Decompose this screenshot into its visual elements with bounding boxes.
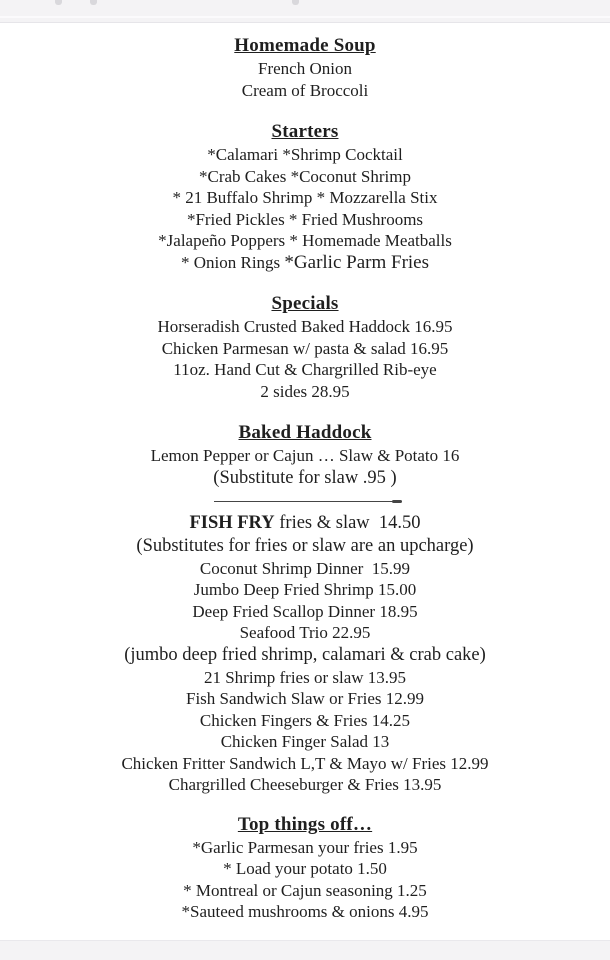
menu-item: *Calamari *Shrimp Cocktail <box>207 145 403 164</box>
menu-item: Jumbo Deep Fried Shrimp 15.00 <box>193 580 417 599</box>
bottom-strip <box>0 940 610 960</box>
cropped-text-fragment <box>90 0 97 5</box>
top-strip <box>0 0 610 23</box>
section-top-things-off <box>0 813 610 923</box>
menu-item: Chicken Fritter Sandwich L,T & Mayo w/ Fries 12.99 <box>121 753 489 773</box>
section-specials <box>0 292 610 402</box>
menu-item: 11oz. Hand Cut & Chargrilled Rib-eye <box>173 360 437 379</box>
cropped-text-fragment <box>292 0 299 5</box>
menu-item: 2 sides 28.95 <box>260 381 350 401</box>
menu-item: * Montreal or Cajun seasoning 1.25 <box>183 880 427 900</box>
section-heading: Starters <box>271 121 339 142</box>
menu-item: *Sauteed mushrooms & onions 4.95 <box>181 902 429 921</box>
menu-item: Seafood Trio 22.95 <box>239 623 371 642</box>
section-starters <box>0 120 610 273</box>
menu-item: *Crab Cakes *Coconut Shrimp <box>198 166 411 186</box>
section-heading: Baked Haddock <box>238 422 372 443</box>
menu-item: Chicken Fingers & Fries 14.25 <box>199 710 411 730</box>
fish-fry-detail: fries & slaw 14.50 <box>274 512 421 533</box>
menu-item-note: (Substitutes for fries or slaw are an upcharge) <box>136 535 474 556</box>
cropped-text-fragment <box>55 0 62 5</box>
section-fish-fry <box>0 512 610 796</box>
menu-item: Lemon Pepper or Cajun … Slaw & Potato 16 <box>150 446 460 465</box>
section-heading: Homemade Soup <box>234 35 376 56</box>
menu-item <box>0 252 610 274</box>
menu-item: *Jalapeño Poppers * Homemade Meatballs <box>158 231 452 250</box>
menu-item-feature-text: *Garlic Parm Fries <box>284 251 429 273</box>
section-baked-haddock <box>0 421 610 490</box>
section-heading: Specials <box>271 293 339 314</box>
menu-item: French Onion <box>258 59 352 78</box>
menu-item: Coconut Shrimp Dinner 15.99 <box>199 558 411 578</box>
menu-item-note: (Substitute for slaw .95 ) <box>213 467 397 488</box>
menu-item-note: (jumbo deep fried shrimp, calamari & crab cake) <box>124 644 486 665</box>
menu-item: Deep Fried Scallop Dinner 18.95 <box>192 601 418 621</box>
menu-item: Horseradish Crusted Baked Haddock 16.95 <box>157 317 453 336</box>
menu-item: Chicken Finger Salad 13 <box>220 732 390 751</box>
section-homemade-soup <box>0 34 610 101</box>
menu-item: Cream of Broccoli <box>241 80 369 100</box>
menu-item <box>0 512 610 535</box>
fish-fry-title: FISH FRY <box>189 512 275 533</box>
section-heading: Top things off… <box>237 813 373 835</box>
menu-item: *Garlic Parmesan your fries 1.95 <box>192 837 418 857</box>
menu-item: Chicken Parmesan w/ pasta & salad 16.95 <box>161 338 449 358</box>
menu-item-text: * Onion Rings <box>180 252 285 272</box>
menu-item: *Fried Pickles * Fried Mushrooms <box>186 209 424 229</box>
menu-item: * Load your potato 1.50 <box>223 859 387 878</box>
menu-item: Chargrilled Cheeseburger & Fries 13.95 <box>168 775 442 794</box>
menu-item: Fish Sandwich Slaw or Fries 12.99 <box>186 689 424 708</box>
menu-item: 21 Shrimp fries or slaw 13.95 <box>203 667 407 687</box>
menu-item: * 21 Buffalo Shrimp * Mozzarella Stix <box>172 188 438 207</box>
section-divider <box>214 501 396 502</box>
